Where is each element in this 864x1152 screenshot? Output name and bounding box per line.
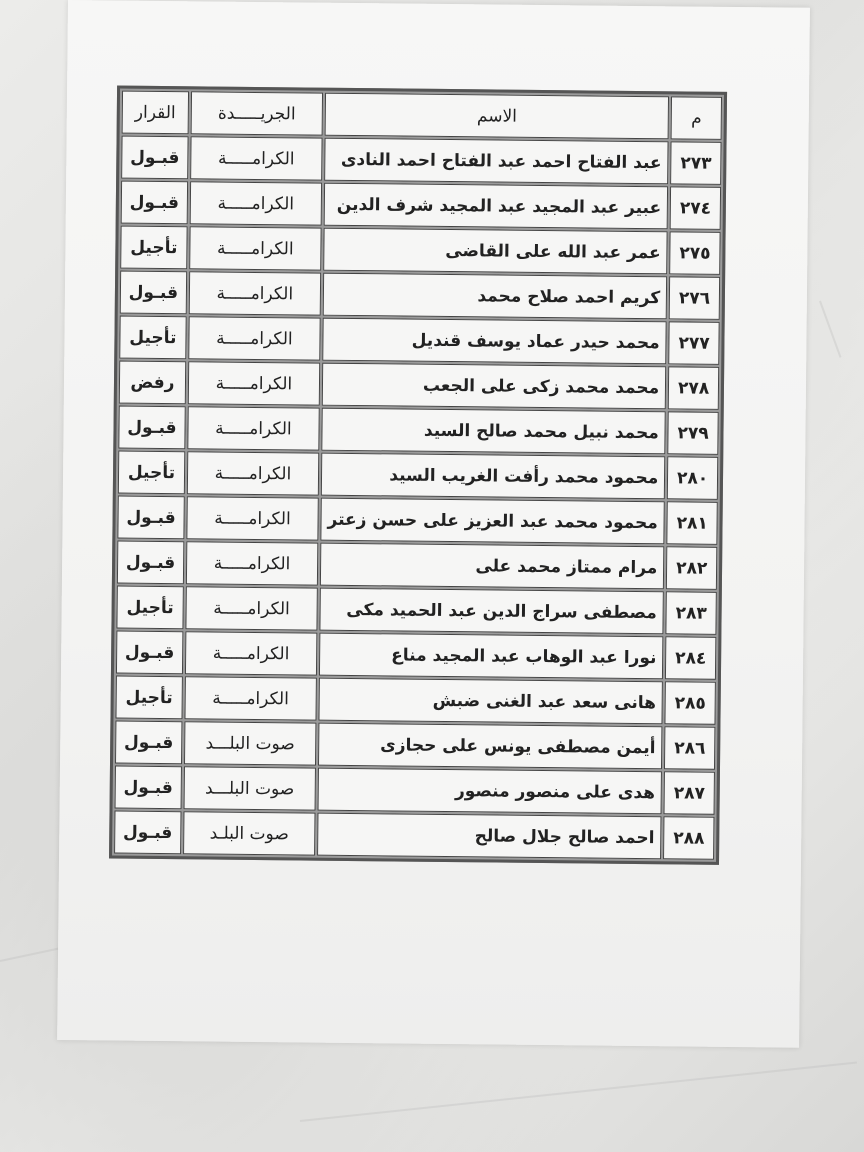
row-name: كريم احمد صلاح محمد: [323, 273, 668, 320]
row-name: عبير عبد المجيد عبد المجيد شرف الدين: [324, 183, 669, 230]
table-row: [114, 811, 714, 860]
row-newspaper: الكرامـــــة: [185, 631, 318, 675]
table-row: [118, 451, 718, 500]
row-name: عبد الفتاح احمد عبد الفتاح احمد النادى: [324, 138, 669, 185]
row-number: ٢٨٥: [665, 681, 716, 725]
row-newspaper: الكرامـــــة: [187, 451, 320, 495]
row-name: محمد حيدر عماد يوسف قنديل: [322, 318, 667, 365]
row-newspaper: الكرامـــــة: [188, 361, 321, 405]
row-name: هدى على منصور منصور: [318, 768, 663, 815]
row-decision: قبـول: [114, 811, 181, 855]
table-row: [115, 676, 715, 725]
marble-vein: [819, 301, 841, 358]
row-name: احمد صالح جلال صالح: [317, 813, 662, 860]
results-table: [109, 86, 727, 865]
row-newspaper: الكرامـــــة: [189, 226, 322, 270]
row-name: مصطفى سراج الدين عبد الحميد مكى: [319, 588, 664, 635]
row-number: ٢٨٢: [666, 546, 717, 590]
row-number: ٢٨١: [667, 501, 718, 545]
row-decision: قبـول: [116, 631, 183, 675]
header-decision: القرار: [122, 91, 189, 135]
row-newspaper: الكرامـــــة: [189, 271, 322, 315]
header-name: الاسم: [325, 93, 670, 140]
row-number: ٢٧٤: [670, 186, 721, 230]
table-row: [115, 721, 715, 770]
table-row: [116, 631, 716, 680]
row-newspaper: الكرامـــــة: [190, 136, 323, 180]
row-decision: تأجيل: [118, 451, 185, 495]
table-row: [118, 406, 718, 455]
row-name: محمد نبيل محمد صالح السيد: [321, 408, 666, 455]
row-newspaper: صوت البلـــد: [183, 766, 316, 810]
row-name: محمود محمد رأفت الغريب السيد: [321, 453, 666, 500]
row-newspaper: الكرامـــــة: [184, 676, 317, 720]
table-row: [115, 766, 715, 815]
row-number: ٢٧٣: [670, 141, 721, 185]
row-decision: قبـول: [121, 181, 188, 225]
row-number: ٢٧٧: [668, 321, 719, 365]
table-row: [116, 586, 716, 635]
row-newspaper: الكرامـــــة: [187, 406, 320, 450]
row-newspaper: الكرامـــــة: [190, 181, 323, 225]
row-name: نورا عبد الوهاب عبد المجيد مناع: [319, 633, 664, 680]
row-decision: تأجيل: [119, 316, 186, 360]
table-row: [121, 181, 721, 230]
table-row: [119, 361, 719, 410]
row-decision: رفض: [119, 361, 186, 405]
table-row: [120, 271, 720, 320]
row-number: ٢٨٧: [664, 771, 715, 815]
table-body: [114, 136, 721, 860]
row-number: ٢٨٤: [665, 636, 716, 680]
row-decision: قبـول: [117, 496, 184, 540]
row-decision: قبـول: [115, 766, 182, 810]
row-number: ٢٧٦: [669, 276, 720, 320]
row-newspaper: الكرامـــــة: [185, 586, 318, 630]
table-header-row: [122, 91, 722, 140]
row-name: هانى سعد عبد الغنى ضبش: [318, 678, 663, 725]
marble-vein: [300, 1061, 857, 1122]
row-number: ٢٧٩: [668, 411, 719, 455]
row-decision: قبـول: [121, 136, 188, 180]
header-newspaper: الجريـــــدة: [191, 91, 324, 135]
row-newspaper: الكرامـــــة: [186, 541, 319, 585]
row-decision: تأجيل: [115, 676, 182, 720]
paper-sheet: [57, 0, 810, 1048]
row-name: أيمن مصطفى يونس على حجازى: [318, 723, 663, 770]
table-row: [120, 226, 720, 275]
row-decision: قبـول: [117, 541, 184, 585]
row-newspaper: صوت البلـد: [183, 811, 316, 855]
row-number: ٢٨٣: [666, 591, 717, 635]
row-number: ٢٨٠: [667, 456, 718, 500]
row-number: ٢٨٦: [664, 726, 715, 770]
row-name: مرام ممتاز محمد على: [320, 543, 665, 590]
table-row: [121, 136, 721, 185]
row-newspaper: صوت البلـــد: [184, 721, 317, 765]
row-decision: قبـول: [120, 271, 187, 315]
row-decision: قبـول: [118, 406, 185, 450]
row-decision: تأجيل: [116, 586, 183, 630]
row-name: محمود محمد عبد العزيز على حسن زعتر: [320, 498, 665, 545]
table-row: [117, 541, 717, 590]
row-name: محمد محمد زكى على الجعب: [322, 363, 667, 410]
row-number: ٢٧٨: [668, 366, 719, 410]
row-number: ٢٧٥: [669, 231, 720, 275]
row-number: ٢٨٨: [663, 816, 714, 860]
header-num: م: [671, 96, 722, 140]
row-name: عمر عبد الله على القاضى: [323, 228, 668, 275]
row-newspaper: الكرامـــــة: [188, 316, 321, 360]
table-row: [117, 496, 717, 545]
row-decision: قبـول: [115, 721, 182, 765]
row-newspaper: الكرامـــــة: [186, 496, 319, 540]
row-decision: تأجيل: [120, 226, 187, 270]
table-row: [119, 316, 719, 365]
